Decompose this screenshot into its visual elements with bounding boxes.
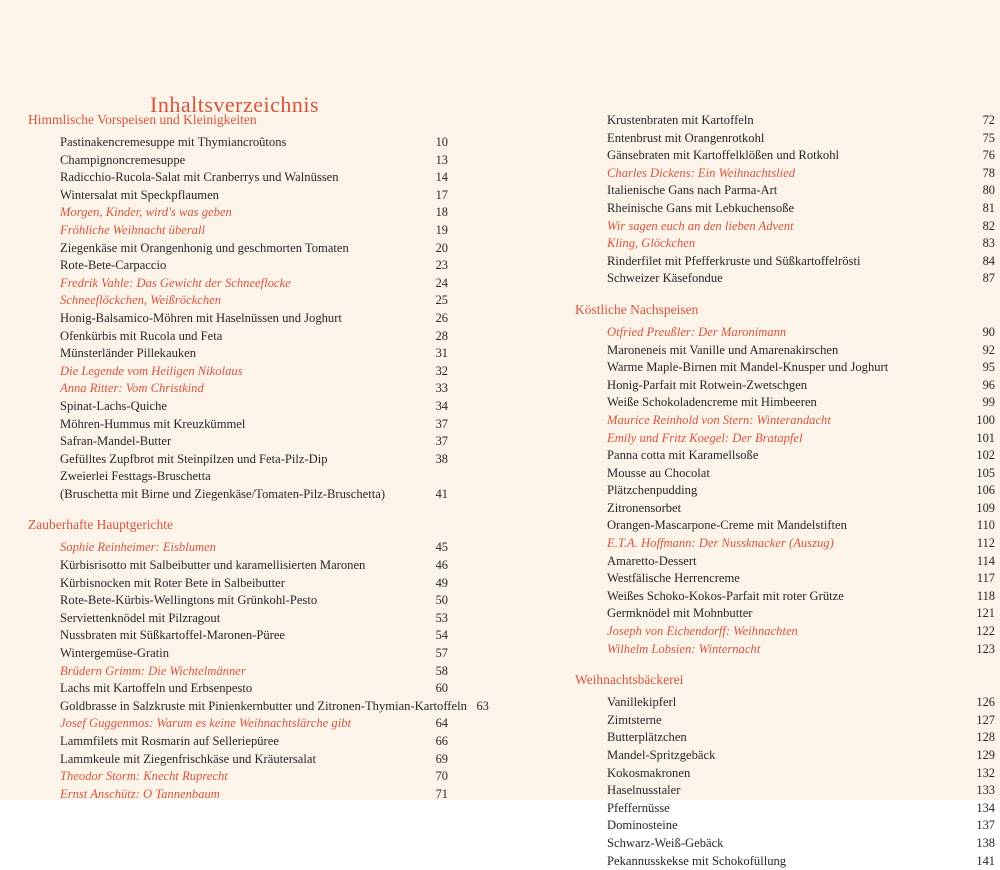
toc-entry[interactable] bbox=[28, 292, 448, 310]
toc-entry-page-number: 96 bbox=[982, 377, 995, 392]
toc-entry-page-number: 13 bbox=[435, 152, 448, 167]
toc-entry-label: Emily und Fritz Koegel: Der Bratapfel bbox=[607, 430, 803, 445]
toc-entry-page-number: 54 bbox=[435, 628, 448, 643]
toc-entry-label: Gänsebraten mit Kartoffelklößen und Rotkohl bbox=[607, 148, 840, 163]
toc-entry-label: Joseph von Eichendorff: Weihnachten bbox=[607, 624, 798, 639]
toc-entry-page-number: 141 bbox=[976, 853, 995, 868]
toc-entry-page-number: 82 bbox=[982, 218, 995, 233]
toc-entry-label: Sophie Reinheimer: Eisblumen bbox=[60, 540, 216, 555]
toc-entry[interactable] bbox=[575, 747, 995, 765]
toc-entry-label: Zitronensorbet bbox=[607, 500, 682, 515]
toc-entry-label: Die Legende vom Heiligen Nikolaus bbox=[60, 363, 243, 378]
toc-section-heading: Zauberhafte Hauptgerichte bbox=[28, 517, 174, 533]
toc-entry-page-number: 110 bbox=[976, 518, 995, 533]
toc-entry[interactable] bbox=[575, 641, 995, 659]
toc-entry[interactable] bbox=[575, 235, 995, 253]
toc-entry-page-number: 83 bbox=[982, 236, 995, 251]
toc-entry[interactable] bbox=[575, 800, 995, 818]
toc-entry[interactable] bbox=[575, 623, 995, 641]
toc-entry[interactable] bbox=[28, 751, 448, 769]
toc-entry-page-number: 26 bbox=[435, 310, 448, 325]
toc-entry[interactable] bbox=[28, 768, 448, 786]
toc-entry[interactable] bbox=[575, 112, 995, 130]
toc-entry[interactable] bbox=[28, 592, 448, 610]
toc-entry-page-number: 80 bbox=[982, 183, 995, 198]
toc-entry[interactable] bbox=[575, 817, 995, 835]
toc-entry-page-number: 118 bbox=[976, 588, 995, 603]
toc-entry-page-number: 24 bbox=[435, 275, 448, 290]
toc-entry-page-number: 132 bbox=[976, 765, 995, 780]
toc-entry[interactable] bbox=[28, 733, 448, 751]
toc-section-heading: Himmlische Vorspeisen und Kleinigkeiten bbox=[28, 112, 257, 127]
toc-entry[interactable] bbox=[575, 430, 995, 448]
toc-entry[interactable] bbox=[28, 786, 448, 804]
toc-entry[interactable] bbox=[575, 394, 995, 412]
toc-entry-page-number: 128 bbox=[976, 730, 995, 745]
toc-entry-page-number: 90 bbox=[982, 324, 995, 339]
toc-entry-label: Radicchio-Rucola-Salat mit Cranberrys und Walnüssen bbox=[60, 170, 339, 185]
toc-entry-list bbox=[28, 134, 448, 503]
toc-entry-label: Entenbrust mit Orangenrotkohl bbox=[607, 130, 765, 145]
toc-entry[interactable] bbox=[28, 152, 448, 170]
toc-entry-label: Krustenbraten mit Kartoffeln bbox=[607, 113, 754, 127]
toc-entry-page-number: 69 bbox=[435, 751, 448, 766]
toc-entry-page-number: 19 bbox=[435, 222, 448, 237]
toc-entry[interactable] bbox=[28, 557, 448, 575]
toc-entry-page-number: 32 bbox=[435, 363, 448, 378]
toc-entry-page-number: 138 bbox=[976, 835, 995, 850]
toc-entry-label: Zweierlei Festtags-Bruschetta bbox=[60, 469, 211, 484]
toc-entry-label: Italienische Gans nach Parma-Art bbox=[607, 183, 778, 198]
toc-entry-page-number: 33 bbox=[435, 381, 448, 396]
toc-entry-label: Rote-Bete-Kürbis-Wellingtons mit Grünkohl-Pesto bbox=[60, 593, 318, 608]
toc-entry-label: Josef Guggenmos: Warum es keine Weihnachtslärche gibt bbox=[60, 716, 352, 731]
toc-entry[interactable] bbox=[575, 694, 995, 712]
toc-entry-label: Vanillekipferl bbox=[607, 695, 677, 710]
toc-entry-label: Lammfilets mit Rosmarin auf Selleriepüree bbox=[60, 734, 279, 748]
toc-entry-label: Kürbisrisotto mit Salbeibutter und karamellisierten Maronen bbox=[60, 558, 366, 573]
toc-entry-page-number: 70 bbox=[435, 769, 448, 784]
toc-entry[interactable] bbox=[28, 610, 448, 628]
toc-entry[interactable] bbox=[28, 169, 448, 187]
toc-entry-label: Zimtsterne bbox=[607, 712, 662, 727]
toc-entry-page-number: 23 bbox=[435, 258, 448, 273]
toc-entry[interactable] bbox=[28, 451, 448, 469]
toc-entry-page-number: 101 bbox=[976, 430, 995, 445]
toc-entry-page-number: 57 bbox=[435, 646, 448, 661]
toc-entry-page-number: 66 bbox=[435, 734, 448, 748]
toc-entry[interactable] bbox=[28, 310, 448, 328]
toc-entry-page-number: 76 bbox=[982, 148, 995, 163]
toc-entry[interactable] bbox=[575, 218, 995, 236]
toc-entry-page-number: 117 bbox=[976, 571, 995, 586]
toc-entry-page-number: 84 bbox=[982, 253, 995, 268]
toc-entry-label: Münsterländer Pillekauken bbox=[60, 346, 197, 361]
toc-entry-page-number: 133 bbox=[976, 783, 995, 798]
toc-entry[interactable] bbox=[575, 853, 995, 870]
toc-entry-label: Schneeflöckchen, Weißröckchen bbox=[60, 293, 222, 308]
toc-entry[interactable] bbox=[575, 200, 995, 218]
toc-entry-label: Schwarz-Weiß-Gebäck bbox=[607, 835, 724, 850]
toc-entry-page-number: 129 bbox=[976, 748, 995, 762]
toc-entry[interactable] bbox=[28, 486, 448, 504]
toc-entry-label: Mousse au Chocolat bbox=[607, 465, 710, 480]
toc-entry-label: Pastinakencremesuppe mit Thymiancroûtons bbox=[60, 135, 287, 149]
toc-entry-label: Butterplätzchen bbox=[607, 730, 687, 745]
toc-entry[interactable] bbox=[575, 182, 995, 200]
toc-entry-page-number: 102 bbox=[976, 448, 995, 463]
toc-entry-label: Plätzchenpudding bbox=[607, 483, 698, 498]
toc-entry-page-number: 63 bbox=[476, 698, 489, 713]
toc-entry[interactable] bbox=[28, 275, 448, 293]
toc-entry-label: Goldbrasse in Salzkruste mit Pinienkernbutter und Zitronen-Thymian-Kartoffeln bbox=[60, 698, 467, 713]
toc-entry[interactable] bbox=[575, 165, 995, 183]
toc-entry[interactable] bbox=[575, 782, 995, 800]
toc-entry[interactable] bbox=[28, 433, 448, 451]
toc-entry-page-number: 106 bbox=[976, 483, 995, 498]
toc-entry-page-number: 31 bbox=[435, 346, 448, 361]
toc-entry-label: Charles Dickens: Ein Weihnachtslied bbox=[607, 165, 796, 180]
toc-entry-list bbox=[575, 112, 995, 288]
toc-entry[interactable] bbox=[28, 380, 448, 398]
toc-entry-label: Fröhliche Weihnacht überall bbox=[60, 222, 206, 237]
toc-entry[interactable] bbox=[575, 482, 995, 500]
toc-entry-label: Gefülltes Zupfbrot mit Steinpilzen und Feta-Pilz-Dip bbox=[60, 451, 328, 466]
toc-entry-label: Lachs mit Kartoffeln und Erbsenpesto bbox=[60, 681, 253, 696]
toc-entry-page-number: 41 bbox=[435, 486, 448, 501]
toc-entry[interactable] bbox=[28, 698, 489, 716]
toc-entry-label: Morgen, Kinder, wird's was geben bbox=[60, 205, 232, 220]
toc-entry-label: Fredrik Vahle: Das Gewicht der Schneeflocke bbox=[60, 275, 291, 290]
toc-entry-label: Rheinische Gans mit Lebkuchensoße bbox=[607, 200, 795, 215]
toc-entry[interactable] bbox=[575, 253, 995, 271]
toc-entry-page-number: 37 bbox=[435, 434, 448, 449]
toc-entry-list bbox=[28, 539, 489, 803]
toc-entry-page-number: 72 bbox=[982, 113, 995, 127]
toc-entry[interactable] bbox=[28, 663, 448, 681]
toc-entry[interactable] bbox=[28, 345, 448, 363]
toc-entry-label: Ernst Anschütz: O Tannenbaum bbox=[60, 786, 220, 801]
toc-entry[interactable] bbox=[28, 468, 448, 486]
toc-entry[interactable] bbox=[575, 535, 995, 553]
toc-entry-page-number: 126 bbox=[976, 695, 995, 710]
toc-entry-label: Champignoncremesuppe bbox=[60, 152, 186, 167]
toc-entry[interactable] bbox=[28, 363, 448, 381]
toc-entry-label: Möhren-Hummus mit Kreuzkümmel bbox=[60, 416, 246, 431]
toc-entry-page-number: 92 bbox=[982, 342, 995, 357]
toc-entry-page-number: 105 bbox=[976, 465, 995, 480]
toc-entry-label: Wintersalat mit Speckpflaumen bbox=[60, 187, 219, 202]
toc-entry-page-number: 18 bbox=[435, 205, 448, 220]
toc-entry-label: Lammkeule mit Ziegenfrischkäse und Kräutersalat bbox=[60, 751, 316, 766]
toc-entry-page-number: 28 bbox=[435, 328, 448, 343]
toc-entry-page-number: 75 bbox=[982, 130, 995, 145]
toc-entry-page-number: 49 bbox=[435, 575, 448, 590]
toc-entry-label: Brüdern Grimm: Die Wichtelmänner bbox=[60, 663, 246, 678]
toc-entry-page-number: 17 bbox=[435, 187, 448, 202]
toc-entry[interactable] bbox=[28, 645, 448, 663]
toc-entry-label: Wintergemüse-Gratin bbox=[60, 646, 170, 661]
toc-entry[interactable] bbox=[28, 680, 448, 698]
toc-entry-page-number: 20 bbox=[435, 240, 448, 255]
toc-entry-label: Germknödel mit Mohnbutter bbox=[607, 606, 753, 621]
toc-entry-label: Theodor Storm: Knecht Ruprecht bbox=[60, 769, 228, 784]
toc-entry-label: Dominosteine bbox=[607, 818, 678, 833]
toc-entry-label: Ofenkürbis mit Rucola und Feta bbox=[60, 328, 223, 343]
toc-entry-label: Safran-Mandel-Butter bbox=[60, 434, 172, 449]
toc-entry[interactable] bbox=[28, 627, 448, 645]
toc-entry-label: Kürbisnocken mit Roter Bete in Salbeibutter bbox=[60, 575, 285, 590]
toc-entry-page-number: 53 bbox=[435, 610, 448, 625]
toc-entry-page-number: 78 bbox=[982, 165, 995, 180]
toc-entry-page-number: 127 bbox=[976, 712, 995, 727]
toc-entry-label: Wilhelm Lobsien: Winternacht bbox=[607, 641, 761, 656]
toc-entry[interactable] bbox=[28, 257, 448, 275]
toc-entry-page-number: 112 bbox=[976, 536, 995, 551]
toc-entry-page-number: 10 bbox=[435, 135, 448, 149]
toc-entry-label: Honig-Parfait mit Rotwein-Zwetschgen bbox=[607, 377, 808, 392]
toc-entry[interactable] bbox=[575, 553, 995, 571]
toc-entry[interactable] bbox=[28, 204, 448, 222]
toc-entry[interactable] bbox=[28, 416, 448, 434]
toc-column-right bbox=[575, 112, 995, 870]
toc-entry-page-number: 45 bbox=[435, 540, 448, 555]
toc-entry[interactable] bbox=[575, 447, 995, 465]
toc-entry[interactable] bbox=[28, 222, 448, 240]
toc-entry-label: Pekannusskekse mit Schokofüllung bbox=[607, 853, 787, 868]
toc-entry[interactable] bbox=[575, 517, 995, 535]
toc-entry-label: E.T.A. Hoffmann: Der Nussknacker (Auszug) bbox=[607, 536, 834, 551]
toc-entry-page-number: 122 bbox=[976, 624, 995, 639]
toc-entry-page-number: 50 bbox=[435, 593, 448, 608]
toc-entry[interactable] bbox=[28, 187, 448, 205]
toc-entry[interactable] bbox=[575, 130, 995, 148]
toc-entry-label: Rote-Bete-Carpaccio bbox=[60, 258, 167, 273]
toc-entry-label: Otfried Preußler: Der Maronimann bbox=[607, 324, 787, 339]
toc-entry[interactable] bbox=[575, 570, 995, 588]
page-title: Inhaltsverzeichnis bbox=[150, 92, 320, 117]
toc-entry-label: Nussbraten mit Süßkartoffel-Maronen-Püree bbox=[60, 628, 285, 643]
toc-entry-label: Maurice Reinhold von Stern: Winterandacht bbox=[607, 412, 831, 427]
toc-entry[interactable] bbox=[28, 134, 448, 152]
toc-entry-label: Spinat-Lachs-Quiche bbox=[60, 398, 168, 413]
toc-entry-label: Kokosmakronen bbox=[607, 765, 691, 780]
toc-entry[interactable] bbox=[575, 712, 995, 730]
toc-entry-page-number: 81 bbox=[982, 200, 995, 215]
toc-entry-page-number: 87 bbox=[982, 271, 995, 286]
toc-entry-label: (Bruschetta mit Birne und Ziegenkäse/Tomaten-Pilz-Bruschetta) bbox=[60, 486, 386, 501]
toc-entry[interactable] bbox=[575, 465, 995, 483]
toc-entry[interactable] bbox=[575, 729, 995, 747]
toc-entry[interactable] bbox=[575, 835, 995, 853]
toc-entry[interactable] bbox=[575, 605, 995, 623]
toc-entry-page-number: 71 bbox=[435, 786, 448, 801]
toc-entry-page-number: 46 bbox=[435, 558, 448, 573]
toc-entry-label: Kling, Glöckchen bbox=[607, 236, 696, 251]
toc-entry-page-number: 95 bbox=[982, 360, 995, 375]
toc-entry[interactable] bbox=[28, 715, 448, 733]
toc-entry-label: Maroneneis mit Vanille und Amarenakirschen bbox=[607, 342, 839, 357]
toc-entry-label: Schweizer Käsefondue bbox=[607, 271, 723, 286]
toc-entry[interactable] bbox=[28, 575, 448, 593]
toc-entry[interactable] bbox=[575, 588, 995, 606]
toc-entry[interactable] bbox=[28, 328, 448, 346]
toc-entry[interactable] bbox=[28, 240, 448, 258]
toc-entry-page-number: 64 bbox=[435, 716, 448, 731]
toc-entry-page-number: 134 bbox=[976, 800, 995, 815]
toc-entry-page-number: 14 bbox=[435, 170, 448, 185]
toc-entry-page-number: 58 bbox=[435, 663, 448, 678]
toc-entry[interactable] bbox=[575, 342, 995, 360]
toc-entry[interactable] bbox=[575, 324, 995, 342]
toc-entry-page-number: 114 bbox=[976, 553, 995, 568]
toc-entry[interactable] bbox=[575, 500, 995, 518]
toc-entry-label: Anna Ritter: Vom Christkind bbox=[60, 381, 204, 396]
toc-entry-label: Warme Maple-Birnen mit Mandel-Knusper und Joghurt bbox=[607, 360, 889, 375]
toc-entry-page-number: 100 bbox=[976, 412, 995, 427]
toc-entry-label: Ziegenkäse mit Orangenhonig und geschmorten Tomaten bbox=[60, 240, 349, 255]
toc-entry-page-number: 109 bbox=[976, 500, 995, 515]
toc-entry[interactable] bbox=[575, 359, 995, 377]
toc-entry[interactable] bbox=[28, 539, 448, 557]
toc-entry-page-number: 60 bbox=[435, 681, 448, 696]
toc-entry-page-number: 99 bbox=[982, 395, 995, 410]
toc-entry-label: Pfeffernüsse bbox=[607, 800, 670, 815]
toc-entry-list bbox=[575, 694, 995, 870]
toc-entry[interactable] bbox=[575, 147, 995, 165]
toc-entry-label: Weißes Schoko-Kokos-Parfait mit roter Grütze bbox=[607, 588, 844, 603]
toc-entry-page-number: 137 bbox=[976, 818, 995, 833]
toc-entry-label: Rinderfilet mit Pfefferkruste und Süßkartoffelrösti bbox=[607, 253, 861, 268]
toc-entry-list bbox=[575, 324, 995, 658]
toc-entry[interactable] bbox=[575, 377, 995, 395]
toc-section-heading: Köstliche Nachspeisen bbox=[575, 301, 699, 317]
toc-entry[interactable] bbox=[28, 398, 448, 416]
toc-column-left bbox=[28, 112, 489, 803]
toc-entry-label: Honig-Balsamico-Möhren mit Haselnüssen und Joghurt bbox=[60, 310, 342, 325]
toc-entry-label: Weiße Schokoladencreme mit Himbeeren bbox=[607, 395, 817, 410]
toc-entry-label: Westfälische Herrencreme bbox=[607, 571, 740, 586]
toc-entry[interactable] bbox=[575, 412, 995, 430]
toc-entry-label: Wir sagen euch an den lieben Advent bbox=[607, 218, 794, 233]
toc-entry-label: Serviettenknödel mit Pilzragout bbox=[60, 610, 221, 625]
toc-entry[interactable] bbox=[575, 270, 995, 288]
toc-entry-page-number: 123 bbox=[976, 641, 995, 656]
toc-entry-label: Orangen-Mascarpone-Creme mit Mandelstiften bbox=[607, 518, 847, 533]
toc-entry-page-number: 121 bbox=[976, 606, 995, 621]
toc-entry-page-number: 34 bbox=[435, 398, 448, 413]
toc-entry-page-number: 25 bbox=[435, 293, 448, 308]
toc-section-heading: Weihnachtsbäckerei bbox=[575, 672, 684, 688]
toc-entry[interactable] bbox=[575, 765, 995, 783]
toc-entry-label: Mandel-Spritzgebäck bbox=[607, 748, 716, 762]
toc-entry-label: Amaretto-Dessert bbox=[607, 553, 697, 568]
toc-entry-label: Haselnusstaler bbox=[607, 783, 681, 798]
toc-entry-page-number: 37 bbox=[435, 416, 448, 431]
toc-entry-label: Panna cotta mit Karamellsoße bbox=[607, 448, 759, 463]
toc-entry-page-number: 38 bbox=[435, 451, 448, 466]
